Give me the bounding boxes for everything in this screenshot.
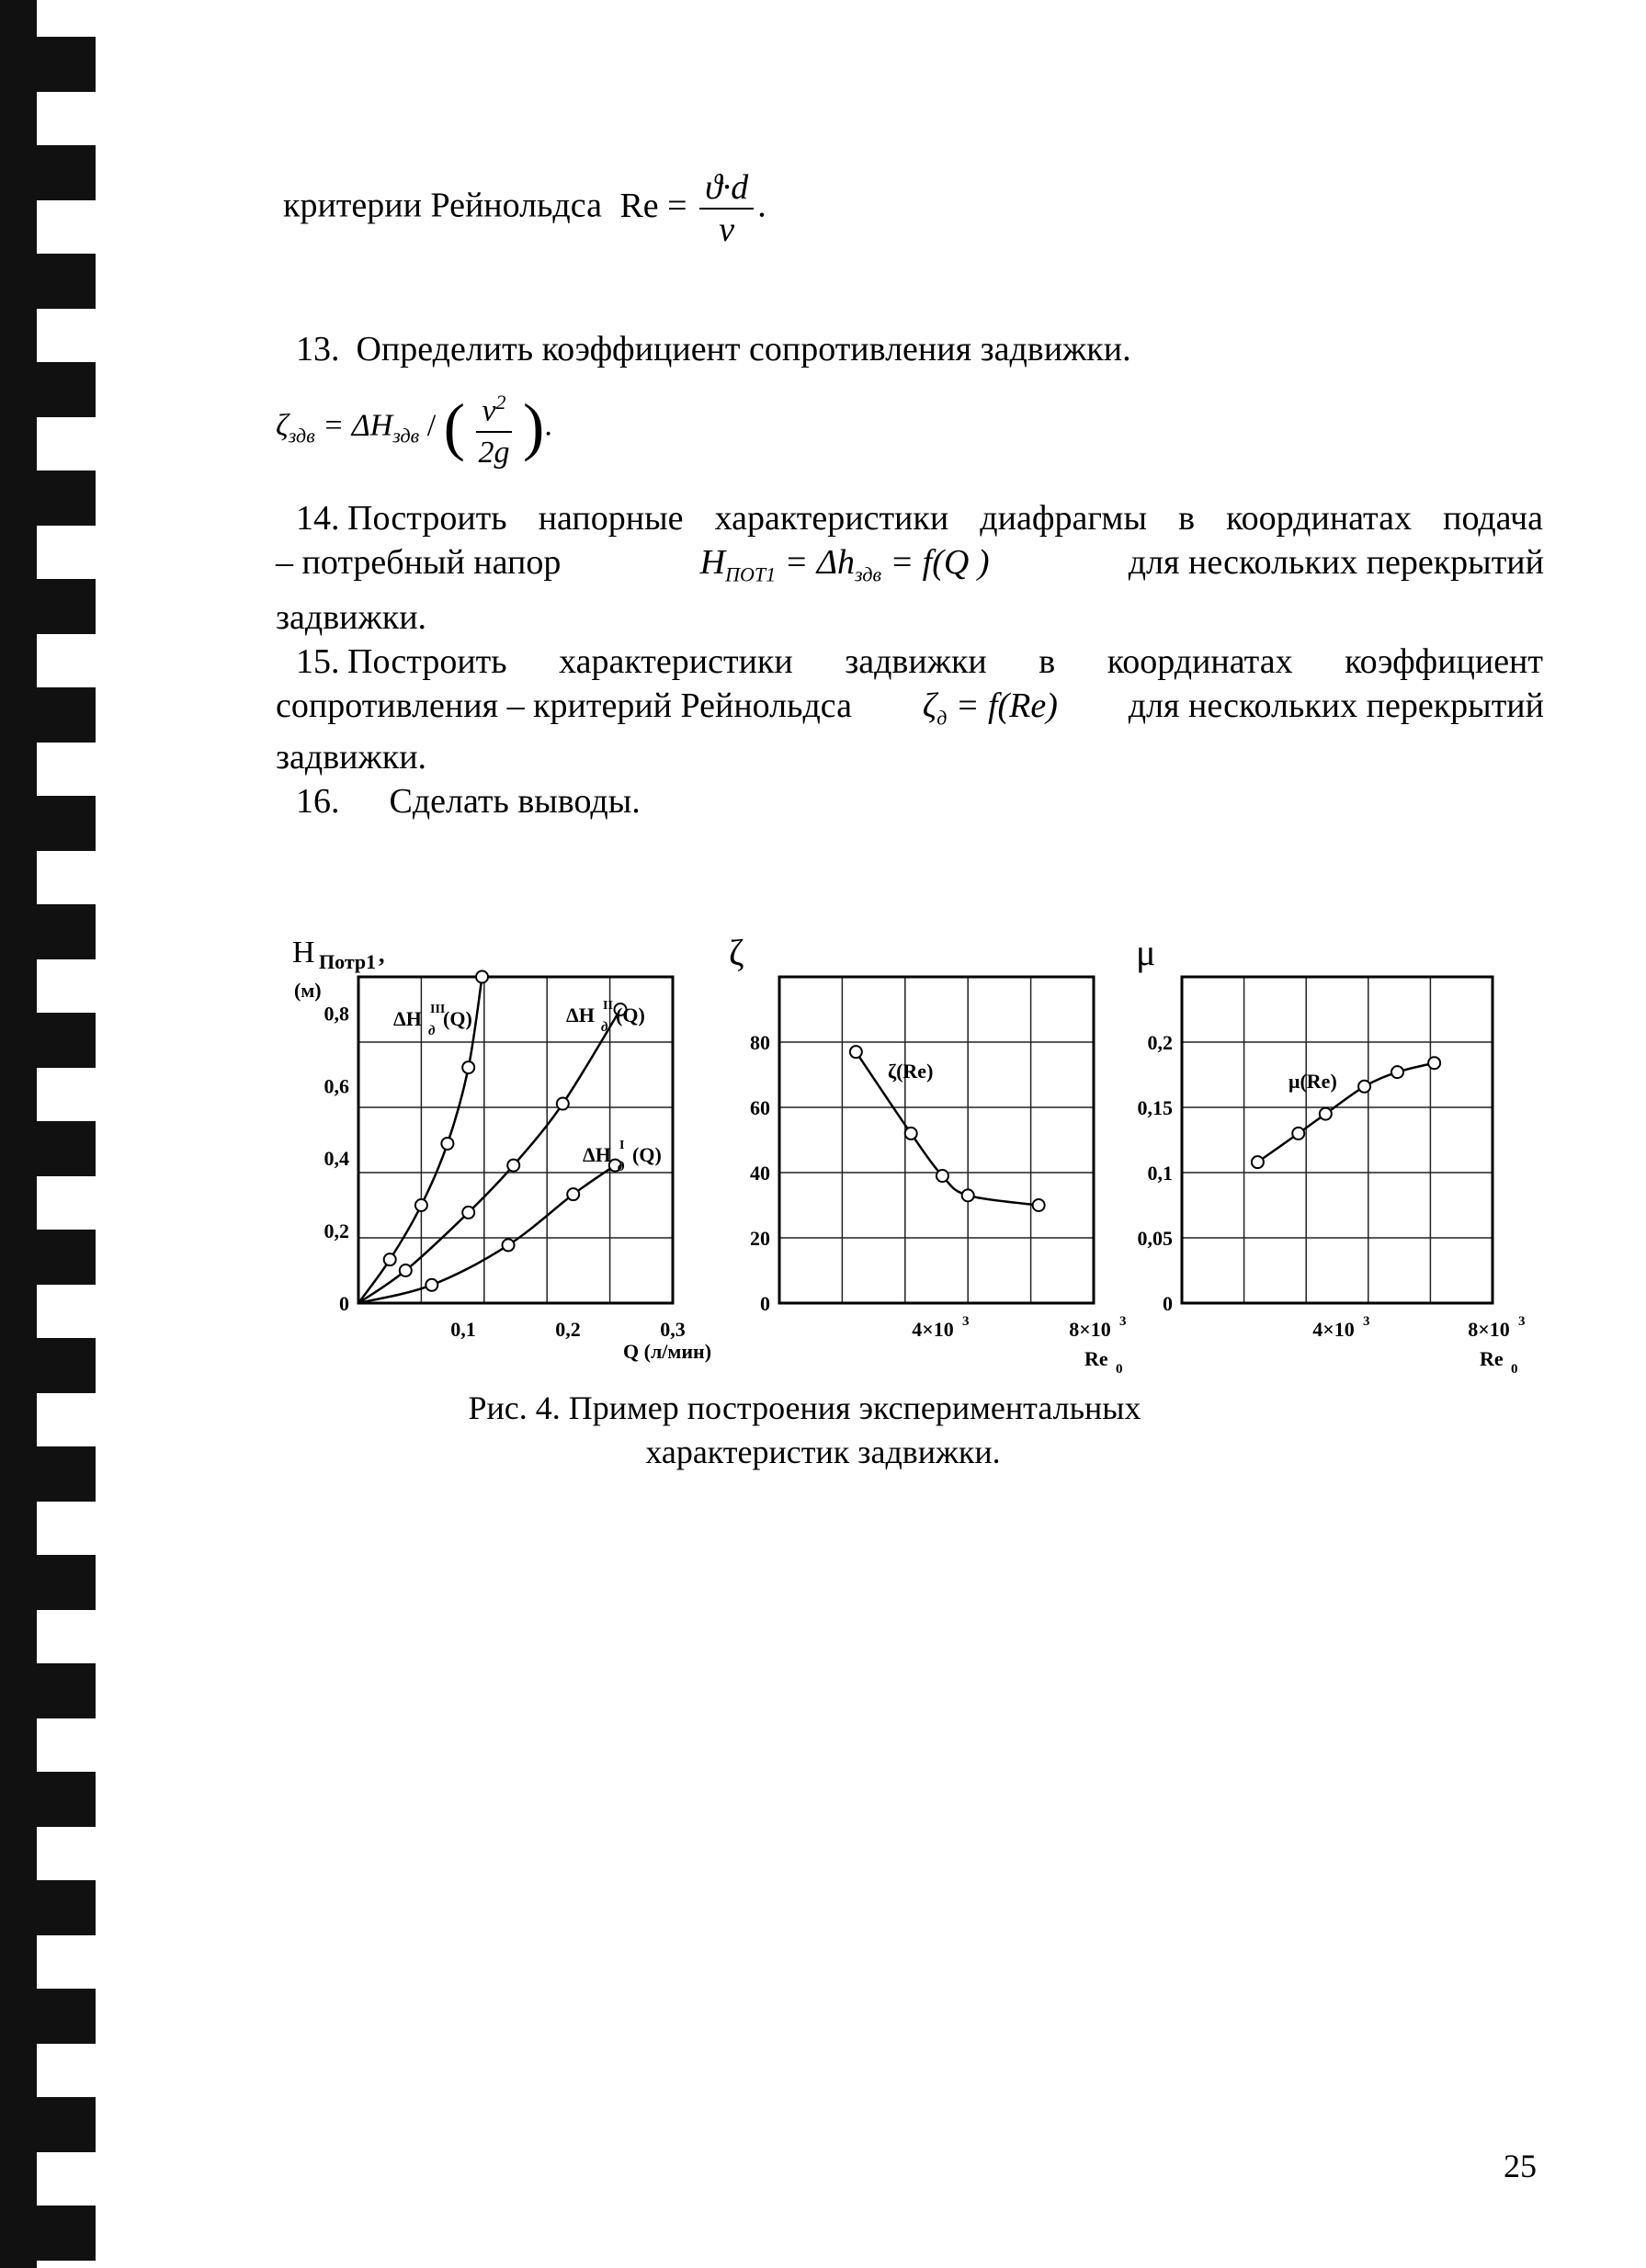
data-point	[937, 1170, 948, 1182]
y-tick-label: 0,2	[324, 1219, 349, 1243]
item-14-line1: 14. Построить напорные характеристики диафрагмы в координатах подача	[296, 499, 1543, 538]
item-14-line3: задвижки.	[276, 598, 427, 637]
y-tick-label: 0	[1163, 1292, 1173, 1315]
item-15-line1: 15. Построить характеристики задвижки в координатах коэффициент	[296, 642, 1543, 681]
y-tick-label: 20	[750, 1227, 770, 1250]
item-15-line2: сопротивления – критерий Рейнольдса $\zeta_д = f(Re)$ для нескольких перекрытий	[276, 686, 1544, 730]
y-axis-label-comma: ,	[379, 941, 385, 968]
reynolds-line: критерии Рейнольдса Re = $\frac{ϑ\cdot d}{\nu}$ .	[283, 168, 766, 249]
y-tick-label: 40	[750, 1162, 770, 1185]
series-label: ζ(Re)	[888, 1060, 934, 1083]
y-tick-label: 0	[339, 1292, 349, 1315]
data-point	[1358, 1081, 1370, 1093]
y-tick-label: 0,15	[1137, 1096, 1173, 1119]
series-line	[1257, 1063, 1434, 1162]
y-tick-label: 0,05	[1137, 1227, 1173, 1250]
y-tick-label: 0,6	[324, 1074, 349, 1098]
item-13-formula: $\zeta_{здв} = \Delta H_{здв}$ / ( $\frac{\nu^2}{2g}$ ).	[276, 382, 552, 473]
series-label-tail: (Q)	[616, 1004, 645, 1026]
x-axis-label-sub: 0	[1116, 1362, 1123, 1377]
series-line	[358, 1010, 620, 1304]
x-tick-label: 8×10	[1468, 1318, 1510, 1341]
data-point	[1320, 1108, 1332, 1120]
chart-2	[729, 932, 1127, 1377]
series-line	[856, 1052, 1039, 1206]
data-point	[462, 1207, 474, 1219]
data-point	[507, 1160, 519, 1172]
data-point	[905, 1128, 917, 1140]
y-axis-label: H	[292, 936, 315, 970]
series-line	[358, 1165, 615, 1303]
series-label: ΔH	[583, 1143, 611, 1166]
plot-frame	[1182, 977, 1493, 1303]
series-label: ΔH	[393, 1007, 422, 1030]
y-tick-label: 0,2	[1147, 1031, 1173, 1054]
x-tick-label-sup: 3	[1119, 1314, 1127, 1329]
chart-3	[1136, 932, 1526, 1377]
item-15-line3: задвижки.	[276, 738, 427, 777]
item-13: 13. Определить коэффициент сопротивления задвижки.	[296, 330, 1131, 369]
y-tick-label: 60	[750, 1096, 770, 1119]
y-tick-label: 0	[760, 1292, 770, 1315]
data-point	[850, 1046, 862, 1058]
item-13-fraction: $\frac{\nu^2}{2g}$	[476, 382, 511, 473]
x-tick-label: 4×10	[1312, 1318, 1355, 1341]
x-axis-label: Re	[1480, 1347, 1504, 1370]
x-tick-label: 0,2	[555, 1318, 581, 1341]
y-tick-label: 0,8	[324, 1002, 349, 1026]
series-label: ΔH	[566, 1004, 595, 1026]
y-tick-label: 0,4	[324, 1147, 349, 1171]
series-label-tail: (Q)	[632, 1143, 662, 1166]
y-tick-label: 0,1	[1147, 1162, 1173, 1185]
y-axis-label-sub: Потр1	[319, 950, 377, 973]
y-axis-label: ζ	[729, 932, 744, 973]
data-point	[476, 971, 488, 983]
series-label-sup: II	[603, 999, 613, 1013]
x-tick-label: 8×10	[1069, 1318, 1111, 1341]
item-14-line2: – потребный напор $H_{ПОТ1} = \Delta h_{здв} = f(Q$ ) для нескольких перекрытий	[276, 543, 1544, 586]
series-label-tail: (Q)	[443, 1007, 472, 1030]
series-label-sub: д	[428, 1024, 436, 1038]
series-label: μ(Re)	[1288, 1070, 1337, 1093]
data-point	[462, 1061, 474, 1073]
series-label-sup: I	[619, 1139, 625, 1152]
page-number: 25	[1504, 2148, 1537, 2184]
data-point	[1252, 1156, 1264, 1168]
data-point	[567, 1188, 579, 1200]
reynolds-fraction: $\frac{ϑ\cdot d}{\nu}$	[699, 167, 754, 250]
y-axis-unit: (м)	[294, 979, 322, 1002]
item-16: 16. Сделать выводы.	[296, 782, 641, 821]
data-point	[441, 1138, 453, 1150]
data-point	[426, 1279, 437, 1291]
data-point	[400, 1264, 412, 1276]
plot-frame	[779, 977, 1094, 1303]
data-point	[503, 1239, 515, 1251]
x-tick-label: 0,1	[450, 1318, 476, 1341]
x-axis-label: Q (л/мин)	[623, 1340, 712, 1363]
figure-caption-line1: Рис. 4. Пример построения экспериментальных	[468, 1389, 1141, 1426]
series-label-sub: д	[601, 1020, 608, 1035]
x-tick-label: 0,3	[660, 1318, 686, 1341]
series-label-sup: III	[430, 1003, 446, 1016]
series-label-sub: д	[618, 1160, 625, 1174]
x-tick-label-sup: 3	[962, 1314, 970, 1329]
chart-1	[292, 936, 711, 1363]
data-point	[415, 1199, 427, 1211]
data-point	[1428, 1057, 1440, 1069]
y-tick-label: 80	[750, 1031, 770, 1054]
data-point	[557, 1098, 569, 1110]
x-tick-label-sup: 3	[1363, 1314, 1370, 1329]
x-axis-label-sub: 0	[1511, 1362, 1518, 1377]
x-axis-label: Re	[1084, 1347, 1108, 1370]
data-point	[1391, 1066, 1403, 1078]
x-tick-label: 4×10	[912, 1318, 954, 1341]
data-point	[1292, 1128, 1304, 1140]
figure-caption-line2: характеристик задвижки.	[645, 1434, 1001, 1470]
data-point	[962, 1189, 974, 1201]
data-point	[1033, 1199, 1045, 1211]
y-axis-label: μ	[1136, 932, 1156, 973]
x-tick-label-sup: 3	[1518, 1314, 1526, 1329]
data-point	[384, 1253, 396, 1265]
